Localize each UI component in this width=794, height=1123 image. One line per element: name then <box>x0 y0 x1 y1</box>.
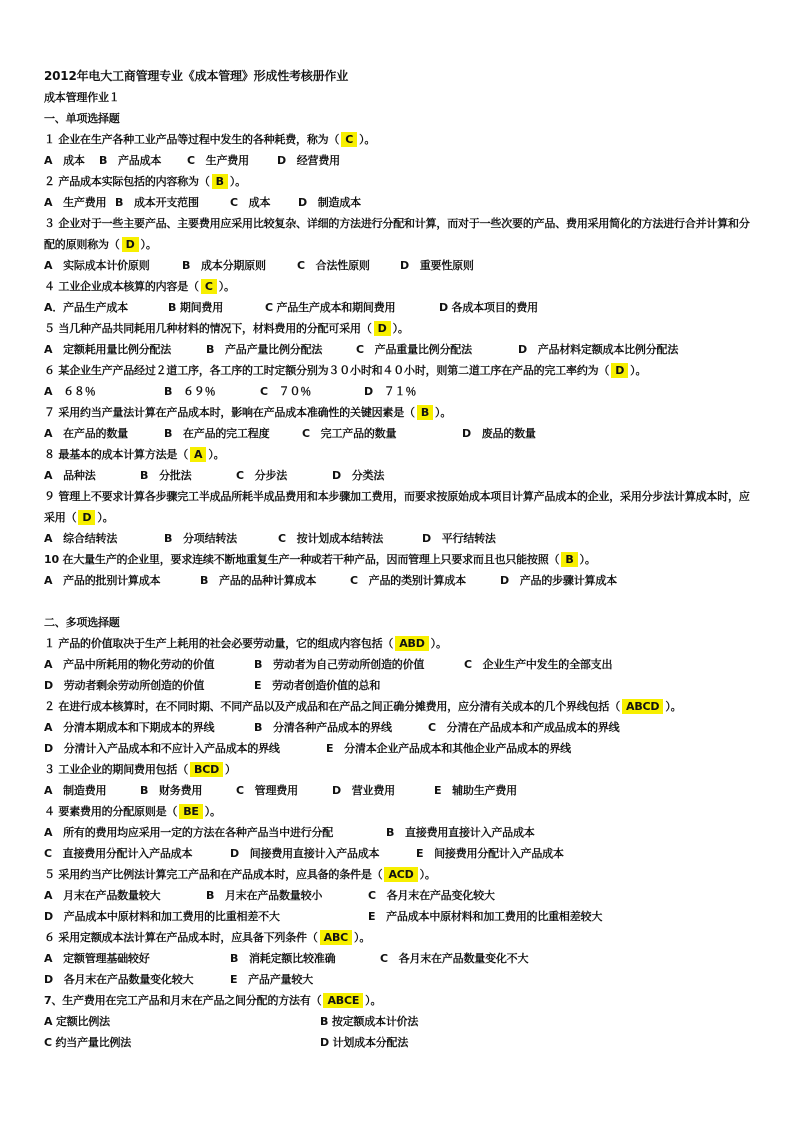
options-s1-q9 <box>44 528 756 549</box>
question-end: ）。 <box>630 364 647 377</box>
options-s1-q2 <box>44 192 756 213</box>
option: A 产品中所耗用的物化劳动的价值 <box>44 658 215 671</box>
question-text: ７ 采用约当产量法计算在产品成本时，影响在产品成本准确性的关键因素是（ <box>44 406 415 419</box>
option: C 分步法 <box>236 469 288 482</box>
option: D 分类法 <box>332 469 385 482</box>
option: A 定额耗用量比例分配法 <box>44 343 172 356</box>
question-s2-q6 <box>44 927 756 948</box>
question-text: １ 产品的价值取决于生产上耗用的社会必要劳动量，它的组成内容包括（ <box>44 637 394 650</box>
option: B 消耗定额比较准确 <box>230 952 336 965</box>
option: B 分项结转法 <box>164 532 237 545</box>
option: C 产品的类别计算成本 <box>350 574 466 587</box>
answer-highlight: ABD <box>395 636 428 651</box>
question-end: ）。 <box>392 322 409 335</box>
answer-highlight: ABCE <box>323 993 363 1008</box>
question-s1-q4 <box>44 276 756 297</box>
document-title: 2012年电大工商管理专业《成本管理》形成性考核册作业 <box>44 69 349 83</box>
question-text: 7、生产费用在完工产品和月末在产品之间分配的方法有（ <box>44 994 322 1007</box>
option: B 产品产量比例分配法 <box>206 343 323 356</box>
option: A 月末在产品数量较大 <box>44 889 161 902</box>
option: D 废品的数量 <box>462 427 536 440</box>
option: A 品种法 <box>44 469 96 482</box>
option: A 生产费用 <box>44 196 107 209</box>
option: D 劳动者剩余劳动所创造的价值 <box>44 679 205 692</box>
option: C 完工产品的数量 <box>302 427 397 440</box>
option: D 营业费用 <box>332 784 395 797</box>
question-text: ６ 采用定额成本法计算在产品成本时，应具备下列条件（ <box>44 931 318 944</box>
question-end: ）。 <box>435 406 452 419</box>
option: D ７１％ <box>364 385 417 398</box>
question-text: ９ 管理上不要求计算各步骤完工半成品所耗半成品费用和本步骤加工费用，而要求按原始成本项目计算产品成本的企业，采用分步法计算成本时，应采用（ <box>44 490 750 524</box>
option: E 产品成本中原材料和加工费用的比重相差较大 <box>368 910 603 923</box>
option: B 期间费用 <box>168 301 224 314</box>
options-s2-q5-row2 <box>44 906 756 927</box>
question-s1-q8 <box>44 444 756 465</box>
option: C 生产费用 <box>187 154 249 167</box>
option: C 管理费用 <box>236 784 298 797</box>
question-s1-q3 <box>44 213 756 255</box>
question-s1-q2 <box>44 171 756 192</box>
answer-highlight: D <box>374 321 391 336</box>
option: D 间接费用直接计入产品成本 <box>230 847 380 860</box>
question-text: 10 在大量生产的企业里，要求连续不断地重复生产一种或若干种产品，因而管理上只要求而且也只能按照（ <box>44 553 560 566</box>
question-end: ）。 <box>140 238 157 251</box>
spacer <box>44 591 756 612</box>
option: C ７０％ <box>260 385 312 398</box>
options-s1-q5 <box>44 339 756 360</box>
option: B 成本分期原则 <box>182 259 266 272</box>
option: A 产品的批别计算成本 <box>44 574 161 587</box>
option: A 成本 <box>44 154 85 167</box>
option: A 分清本期成本和下期成本的界线 <box>44 721 215 734</box>
question-end: ）。 <box>430 637 447 650</box>
option: A 综合结转法 <box>44 532 118 545</box>
option: D 各月末在产品数量变化较大 <box>44 973 194 986</box>
option: B 在产品的完工程度 <box>164 427 270 440</box>
question-s2-q5 <box>44 864 756 885</box>
question-text: ３ 企业对于一些主要产品、主要费用应采用比较复杂、详细的方法进行分配和计算，而对于一些次要的产品、费用采用简化的方法进行合并计算和分配的原则称为（ <box>44 217 750 251</box>
question-end: ）。 <box>204 805 221 818</box>
answer-highlight: BE <box>179 804 203 819</box>
option: B 劳动者为自己劳动所创造的价值 <box>254 658 425 671</box>
question-s1-q6 <box>44 360 756 381</box>
answer-highlight: B <box>417 405 433 420</box>
option: D 经营费用 <box>277 154 340 167</box>
question-text: １ 企业在生产各种工业产品等过程中发生的各种耗费，称为（ <box>44 133 340 146</box>
option: C 企业生产中发生的全部支出 <box>464 658 613 671</box>
answer-highlight: BCD <box>190 762 223 777</box>
option: A 定额比例法 <box>44 1015 110 1028</box>
option: B 分清各种产品成本的界线 <box>254 721 392 734</box>
question-text: ４ 要素费用的分配原则是（ <box>44 805 178 818</box>
option: A ６８％ <box>44 385 96 398</box>
section-heading-single-choice: 一、单项选择题 <box>44 112 120 125</box>
question-text: ８ 最基本的成本计算方法是（ <box>44 448 189 461</box>
answer-highlight: B <box>561 552 577 567</box>
option: D 分清计入产品成本和不应计入产品成本的界线 <box>44 742 280 755</box>
answer-highlight: ABC <box>320 930 352 945</box>
option: B 产品的品种计算成本 <box>200 574 317 587</box>
option: C 按计划成本结转法 <box>278 532 384 545</box>
question-end: ）。 <box>229 175 246 188</box>
answer-highlight: D <box>78 510 95 525</box>
option: A 实际成本计价原则 <box>44 259 150 272</box>
option: C 各月末在产品数量变化不大 <box>380 952 529 965</box>
option: A．产品生产成本 <box>44 301 128 314</box>
answer-highlight: C <box>341 132 357 147</box>
option: B 产品成本 <box>99 154 162 167</box>
options-s2-q2-row2 <box>44 738 756 759</box>
options-s1-q10 <box>44 570 756 591</box>
question-text: ５ 采用约当产比例法计算完工产品和在产品成本时，应具备的条件是（ <box>44 868 383 881</box>
option: D 平行结转法 <box>422 532 496 545</box>
option: C 产品生产成本和期间费用 <box>265 301 396 314</box>
option: D 产品成本中原材料和加工费用的比重相差不大 <box>44 910 280 923</box>
option: D 产品材料定额成本比例分配法 <box>518 343 679 356</box>
question-s1-q9 <box>44 486 756 528</box>
options-s1-q6 <box>44 381 756 402</box>
options-s2-q1-row1 <box>44 654 756 675</box>
option: B 按定额成本计价法 <box>320 1015 419 1028</box>
option: C 分清在产品成本和产成品成本的界线 <box>428 721 620 734</box>
question-s2-q4 <box>44 801 756 822</box>
document-body <box>44 66 756 1053</box>
answer-highlight: C <box>201 279 217 294</box>
question-s2-q7 <box>44 990 756 1011</box>
question-end: ）。 <box>359 133 376 146</box>
question-s1-q1 <box>44 129 756 150</box>
option: E 间接费用分配计入产品成本 <box>416 847 564 860</box>
options-s2-q7-row2 <box>44 1032 756 1053</box>
options-s2-q7-row1 <box>44 1011 756 1032</box>
option: A 定额管理基础较好 <box>44 952 150 965</box>
option: A 所有的费用均应采用一定的方法在各种产品当中进行分配 <box>44 826 334 839</box>
question-end: ）。 <box>208 448 225 461</box>
options-s2-q4-row1 <box>44 822 756 843</box>
options-s1-q1 <box>44 150 756 171</box>
options-s1-q4 <box>44 297 756 318</box>
question-end: ）。 <box>419 868 436 881</box>
option: A 在产品的数量 <box>44 427 128 440</box>
option: E 分清本企业产品成本和其他企业产品成本的界线 <box>326 742 571 755</box>
assignment-subtitle: 成本管理作业１ <box>44 91 120 104</box>
option: B 财务费用 <box>140 784 203 797</box>
answer-highlight: D <box>611 363 628 378</box>
option: C 约当产量比例法 <box>44 1036 132 1049</box>
options-s2-q6-row1 <box>44 948 756 969</box>
question-text: ５ 当几种产品共同耗用几种材料的情况下，材料费用的分配可采用（ <box>44 322 372 335</box>
question-s2-q3 <box>44 759 756 780</box>
question-end: ） <box>225 763 236 776</box>
question-text: ２ 在进行成本核算时，在不同时期、不同产品以及产成品和在产品之间正确分摊费用，应分清有关成本的几个界线包括（ <box>44 700 621 713</box>
question-s1-q7 <box>44 402 756 423</box>
options-s2-q3 <box>44 780 756 801</box>
answer-highlight: ACD <box>384 867 417 882</box>
answer-highlight: B <box>212 174 228 189</box>
option: A 制造费用 <box>44 784 107 797</box>
answer-highlight: A <box>190 447 206 462</box>
question-end: ）。 <box>665 700 682 713</box>
option: E 辅助生产费用 <box>434 784 517 797</box>
answer-highlight: D <box>122 237 139 252</box>
options-s2-q6-row2 <box>44 969 756 990</box>
question-s1-q10 <box>44 549 756 570</box>
options-s1-q8 <box>44 465 756 486</box>
question-end: ）。 <box>579 553 596 566</box>
option: D 各成本项目的费用 <box>439 301 538 314</box>
option: B 分批法 <box>140 469 192 482</box>
options-s2-q5-row1 <box>44 885 756 906</box>
option: C 合法性原则 <box>297 259 370 272</box>
question-end: ）。 <box>218 280 235 293</box>
options-s1-q3 <box>44 255 756 276</box>
option: D 计划成本分配法 <box>320 1036 409 1049</box>
option: C 直接费用分配计入产品成本 <box>44 847 193 860</box>
option: B 月末在产品数量较小 <box>206 889 323 902</box>
question-s2-q2 <box>44 696 756 717</box>
question-text: ２ 产品成本实际包括的内容称为（ <box>44 175 210 188</box>
option: D 制造成本 <box>298 196 361 209</box>
option: E 劳动者创造价值的总和 <box>254 679 381 692</box>
option: B 直接费用直接计入产品成本 <box>386 826 535 839</box>
option: D 重要性原则 <box>400 259 474 272</box>
question-s1-q5 <box>44 318 756 339</box>
answer-highlight: ABCD <box>622 699 663 714</box>
option: B ６９％ <box>164 385 216 398</box>
option: C 成本 <box>230 196 271 209</box>
option: C 产品重量比例分配法 <box>356 343 472 356</box>
options-s1-q7 <box>44 423 756 444</box>
option: C 各月末在产品变化较大 <box>368 889 495 902</box>
options-s2-q1-row2 <box>44 675 756 696</box>
options-s2-q2-row1 <box>44 717 756 738</box>
options-s2-q4-row2 <box>44 843 756 864</box>
option: E 产品产量较大 <box>230 973 313 986</box>
section-heading-multiple-choice: 二、多项选择题 <box>44 616 120 629</box>
question-end: ）。 <box>97 511 114 524</box>
question-end: ）。 <box>354 931 371 944</box>
question-end: ）。 <box>365 994 382 1007</box>
option: D 产品的步骤计算成本 <box>500 574 617 587</box>
question-text: ４ 工业企业成本核算的内容是（ <box>44 280 199 293</box>
question-text: ６ 某企业生产产品经过２道工序，各工序的工时定额分别为３０小时和４０小时，则第二道工序在产品的完工率约为（ <box>44 364 610 377</box>
option: B 成本开支范围 <box>115 196 199 209</box>
question-text: ３ 工业企业的期间费用包括（ <box>44 763 189 776</box>
question-s2-q1 <box>44 633 756 654</box>
